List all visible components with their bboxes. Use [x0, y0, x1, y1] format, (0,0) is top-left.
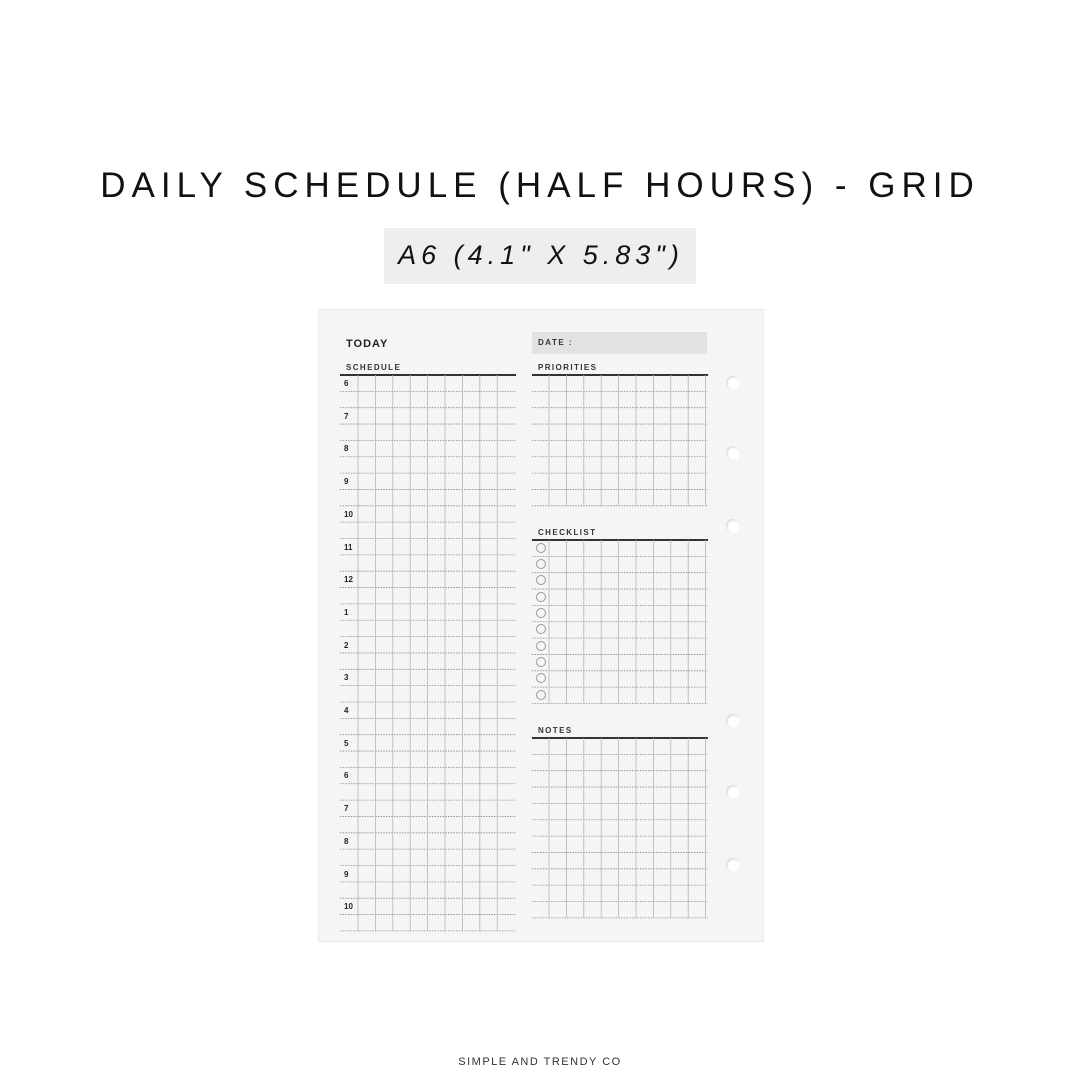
hour-label: 7: [344, 411, 349, 421]
hour-label: 12: [344, 575, 353, 585]
binder-hole: [726, 519, 740, 533]
checkbox-circle-icon: [536, 559, 546, 569]
checkbox-circle-icon: [536, 641, 546, 651]
today-heading: TODAY: [346, 338, 389, 350]
hour-label: 3: [344, 673, 349, 683]
checkbox-circle-icon: [536, 592, 546, 602]
checkbox-circle-icon: [536, 543, 546, 553]
hour-label: 5: [344, 738, 349, 748]
hour-label: 6: [344, 379, 349, 388]
size-label: A6 (4.1" X 5.83"): [384, 228, 696, 284]
checklist-heading: CHECKLIST: [538, 528, 597, 537]
hour-label: 10: [344, 902, 353, 912]
hour-label: 10: [344, 509, 353, 519]
binder-hole: [726, 858, 740, 872]
notes-heading: NOTES: [538, 726, 573, 735]
planner-page: [319, 310, 763, 941]
hour-label: 7: [344, 804, 349, 814]
priorities-heading: PRIORITIES: [538, 363, 598, 372]
hour-label: 1: [344, 607, 349, 617]
checkbox-circle-icon: [536, 690, 546, 700]
binder-hole: [726, 446, 740, 460]
hour-label: 9: [344, 477, 349, 487]
date-label: DATE :: [538, 338, 574, 347]
hour-label: 8: [344, 836, 349, 846]
size-label-wrap: [0, 228, 1080, 284]
hour-label: 6: [344, 771, 349, 781]
brand-footer: SIMPLE AND TRENDY CO: [458, 1056, 622, 1068]
hour-label: 2: [344, 640, 349, 650]
checkbox-circle-icon: [536, 608, 546, 618]
binder-hole: [726, 714, 740, 728]
schedule-heading: SCHEDULE: [346, 363, 402, 372]
binder-hole: [726, 376, 740, 390]
binder-hole: [726, 785, 740, 799]
hour-label: 9: [344, 869, 349, 879]
product-title: DAILY SCHEDULE (HALF HOURS) - GRID: [100, 166, 980, 205]
hour-label: 8: [344, 444, 349, 454]
hour-label: 11: [344, 542, 353, 552]
hour-label: 4: [344, 706, 349, 715]
checkbox-circle-icon: [536, 657, 546, 667]
